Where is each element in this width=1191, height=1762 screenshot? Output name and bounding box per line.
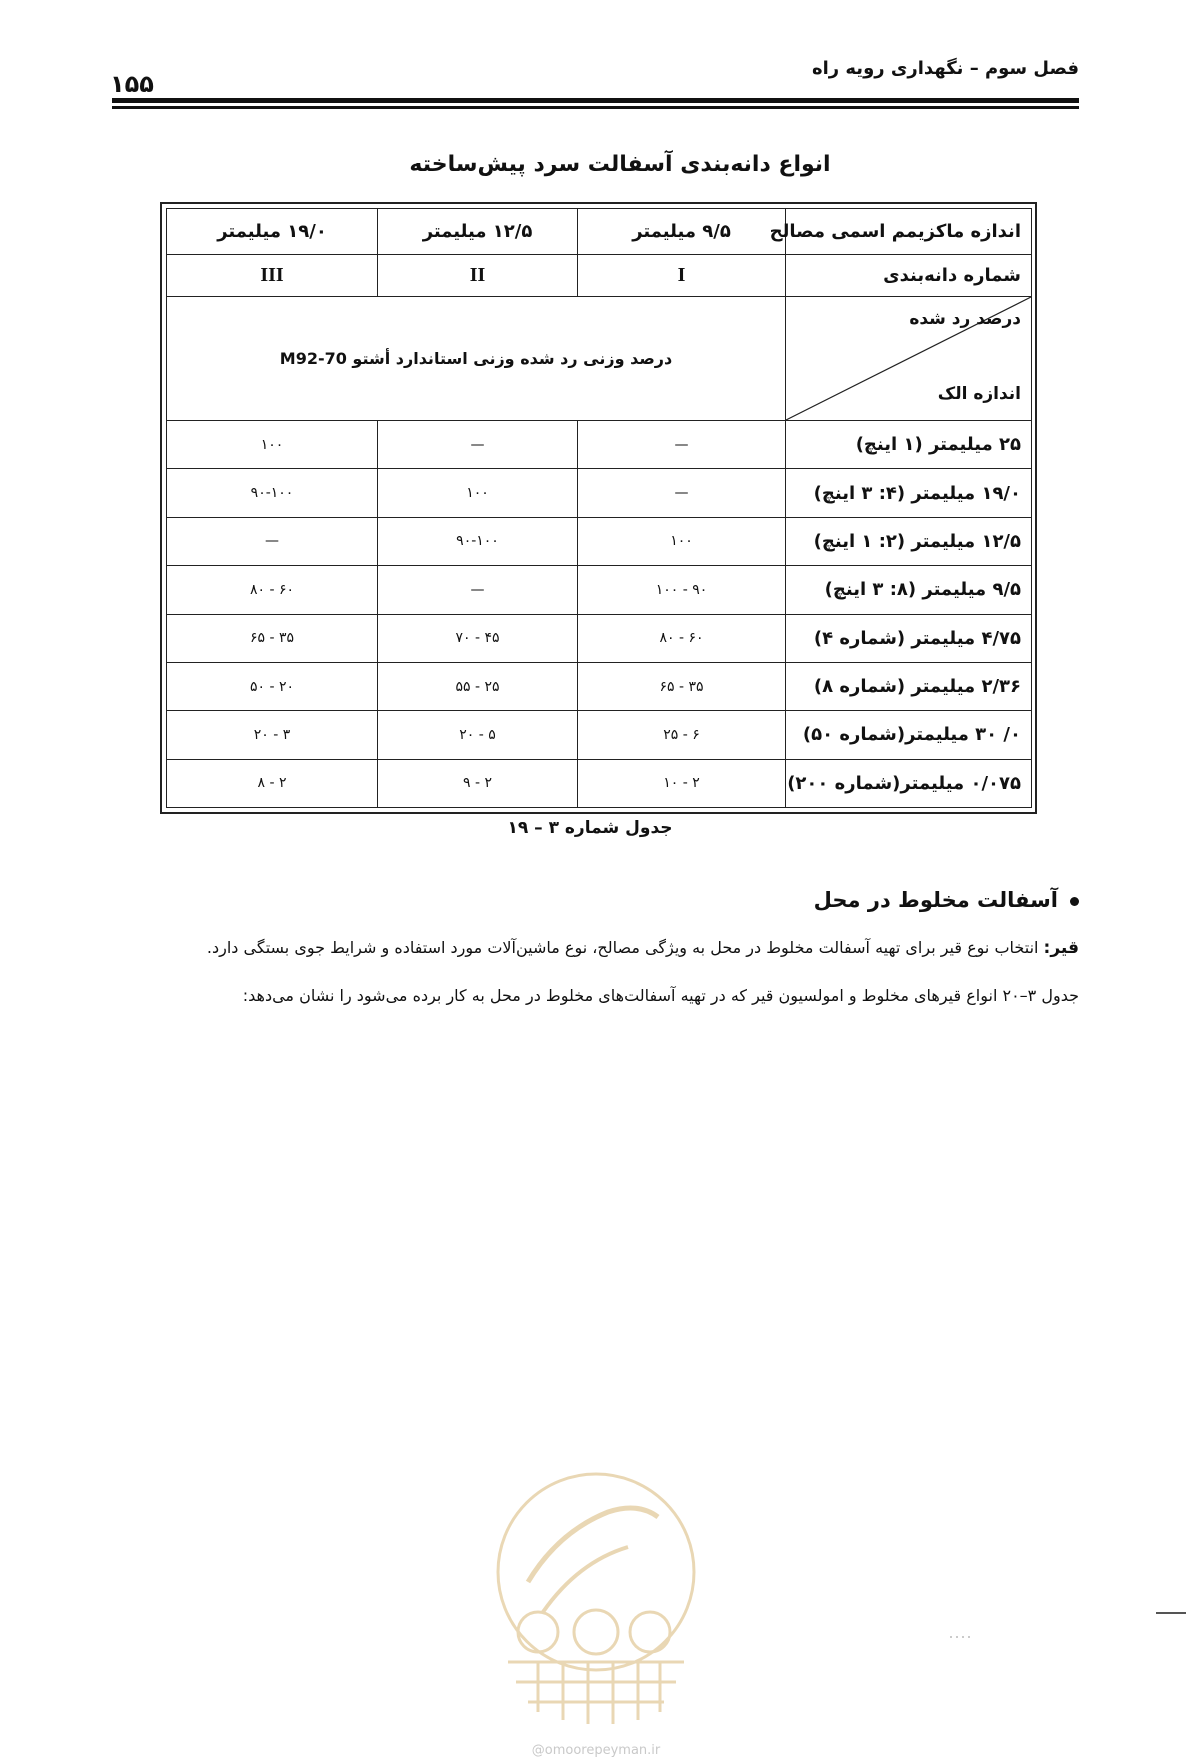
table-row <box>167 759 1032 807</box>
aashto-subheader: درصد وزنی رد شده وزنی استاندارد أشتو M92-70 <box>167 297 786 421</box>
max-size-row <box>167 209 1032 255</box>
table-cell: ۳ - ۲۰ <box>167 711 378 759</box>
table-cell: ۶۰ - ۸۰ <box>578 614 786 662</box>
table-cell: ۱۰۰ <box>578 517 786 565</box>
table-cell: ۶۰ - ۸۰ <box>167 566 378 614</box>
bullet-icon <box>1070 897 1079 906</box>
table-cell: ۲۰ - ۵۰ <box>167 662 378 710</box>
table-title: انواع دانه‌بندی آسفالت سرد پیش‌ساخته <box>409 152 831 177</box>
sieve-label: ۴/۷۵ میلیمتر (شماره ۴) <box>786 614 1032 662</box>
running-title: فصل سوم – نگهداری رویه راه <box>811 58 1079 79</box>
header-rule <box>112 98 1079 103</box>
percent-passing-label: درصد رد شده <box>909 309 1021 329</box>
grading-II: II <box>378 255 578 297</box>
table-row <box>167 662 1032 710</box>
table-cell: ۱۰۰ <box>378 469 578 517</box>
grading-number-label: شماره دانه‌بندی <box>786 255 1032 297</box>
table-cell: — <box>578 469 786 517</box>
table-cell: ۲ - ۹ <box>378 759 578 807</box>
sieve-size-label: اندازه الک <box>937 384 1021 404</box>
sieve-label: ۱۲/۵ میلیمتر (۲: ۱ اینچ) <box>786 517 1032 565</box>
table-cell: ۳۵ - ۶۵ <box>578 662 786 710</box>
omoorepeyman-logo-watermark <box>488 1462 704 1762</box>
table-cell: — <box>378 421 578 469</box>
max-size-col-1: ۹/۵ میلیمتر <box>578 209 786 255</box>
table-row <box>167 421 1032 469</box>
table-cell: ۴۵ - ۷۰ <box>378 614 578 662</box>
table-row <box>167 711 1032 759</box>
table-row <box>167 614 1032 662</box>
table-cell: ۲ - ۸ <box>167 759 378 807</box>
diagonal-header-row <box>167 297 1032 421</box>
grading-I: I <box>578 255 786 297</box>
grading-number-row <box>167 255 1032 297</box>
grading-table-frame <box>160 202 1037 814</box>
max-size-label: اندازه ماکزیمم اسمی مصالح <box>786 209 1032 255</box>
grading-III: III <box>167 255 378 297</box>
table-cell: ۹۰-۱۰۰ <box>378 517 578 565</box>
term-bitumen: قیر: <box>1043 938 1079 958</box>
max-size-col-3: ۱۹/۰ میلیمتر <box>167 209 378 255</box>
sieve-label: ۰/ ۳۰ میلیمتر(شماره ۵۰) <box>786 711 1032 759</box>
scan-artifact-dash <box>1156 1611 1186 1615</box>
scan-artifact <box>948 1634 976 1640</box>
table-row <box>167 566 1032 614</box>
sieve-label: ۱۹/۰ میلیمتر (۴: ۳ اینچ) <box>786 469 1032 517</box>
table-cell: ۹۰ - ۱۰۰ <box>578 566 786 614</box>
paragraph-bitumen-text: انتخاب نوع قیر برای تهیه آسفالت مخلوط در محل به ویژگی مصالح، نوع ماشین‌آلات مورد استفاده و شرایط جوی بستگی دارد. <box>206 938 1044 957</box>
sieve-label: ۹/۵ میلیمتر (۸: ۳ اینچ) <box>786 566 1032 614</box>
paragraph-bitumen <box>99 936 1079 960</box>
table-cell: ۲ - ۱۰ <box>578 759 786 807</box>
svg-text:@omoorepeyman.ir: @omoorepeyman.ir <box>531 1743 661 1758</box>
table-cell: ۶ - ۲۵ <box>578 711 786 759</box>
table-row <box>167 517 1032 565</box>
table-cell: ۱۰۰ <box>167 421 378 469</box>
page-number: ۱۵۵ <box>110 70 154 98</box>
table-cell: — <box>578 421 786 469</box>
table-cell: ۳۵ - ۶۵ <box>167 614 378 662</box>
sieve-label: ۲۵ میلیمتر (۱ اینچ) <box>786 421 1032 469</box>
max-size-col-2: ۱۲/۵ میلیمتر <box>378 209 578 255</box>
section-heading-text: آسفالت مخلوط در محل <box>813 888 1058 912</box>
diagonal-header-cell <box>786 297 1032 421</box>
table-cell: — <box>167 517 378 565</box>
paragraph-table-reference: جدول ۳–۲۰ انواع قیرهای مخلوط و امولسیون قیر که در تهیه آسفالت‌های مخلوط در محل به کار برده می‌شود را نشان می‌دهد: <box>242 986 1079 1005</box>
table-cell: ۹۰-۱۰۰ <box>167 469 378 517</box>
table-row <box>167 469 1032 517</box>
section-heading <box>379 888 1079 912</box>
table-cell: — <box>378 566 578 614</box>
table-cell: ۲۵ - ۵۵ <box>378 662 578 710</box>
header-rule-thin <box>112 106 1079 109</box>
table-cell: ۵ - ۲۰ <box>378 711 578 759</box>
sieve-label: ۰/۰۷۵ میلیمتر(شماره ۲۰۰) <box>786 759 1032 807</box>
sieve-label: ۲/۳۶ میلیمتر (شماره ۸) <box>786 662 1032 710</box>
table-caption: جدول شماره ۳ – ۱۹ <box>507 818 673 838</box>
grading-table <box>166 208 1032 808</box>
